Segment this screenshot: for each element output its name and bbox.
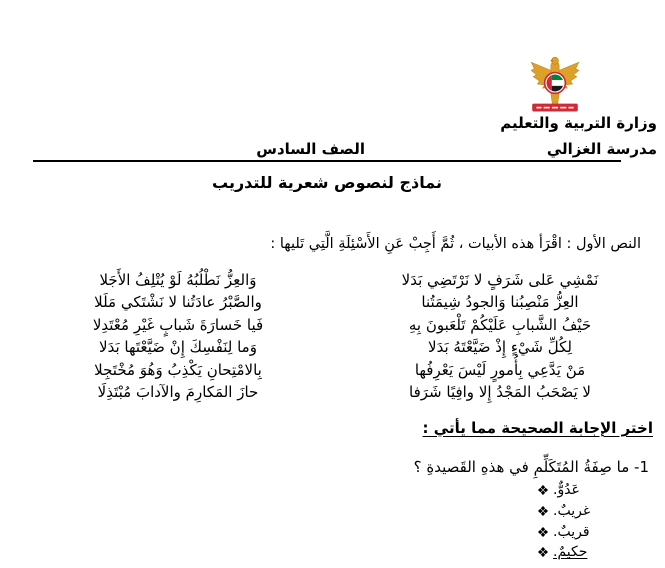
answer-option-3 [538, 521, 590, 542]
poem-line: حازَ المَكارِمَ والآدابَ مُبْتَذِلَا [97, 383, 259, 402]
questions-heading: اختر الإجابة الصحيحة مما يأتي : [422, 419, 653, 437]
answer-option-2 [538, 501, 590, 522]
question-1: 1- ما صِفَةُ المُتَكَلِّمِ في هذهِ القَصيدةِ ؟ [413, 458, 649, 476]
poem-line: والصَّبْرُ عادَتُنا لا نَشْتَكي مَلَلا [94, 293, 262, 312]
poem-line: نَمْشِي عَلى شَرَفٍ لا نَرْتَضِي بَدَلا [401, 271, 599, 289]
answer-option-1 [538, 480, 590, 501]
poem-line: وَالعِزُّ نَطْلُبُهُ لَوْ يُتْلِفُ الأَجَلا [99, 271, 257, 289]
diamond-bullet-icon [538, 547, 548, 557]
text1-instruction: النص الأول : اقْرَأ هذه الأبيات ، ثُمَّ أَجِبْ عَنِ الأَسْئِلَةِ الَّتِي تَليها : [270, 236, 641, 252]
ministry-name: وزارة التربية والتعليم [500, 114, 657, 132]
answer-option-label: حكيمٌ. [553, 544, 588, 561]
diamond-bullet-icon [538, 527, 548, 537]
header-divider [33, 160, 621, 162]
diamond-bullet-icon [538, 485, 548, 495]
poem-line: حَيْفُ الشَّبابِ عَلَيْكُمْ تَلْعَبونَ بِهِ [408, 315, 592, 334]
poem-line: مَنْ يَدَّعِي بِأُمورٍ لَيْسَ يَعْرِفُها [414, 360, 586, 379]
school-name: مدرسة الغزالي [546, 140, 657, 158]
uae-falcon-icon [529, 55, 581, 113]
answer-option-label: قريبٌ. [553, 523, 590, 540]
poem-second-hemistich-column [22, 269, 334, 403]
page-title-row [33, 173, 621, 192]
page-title: نماذج لنصوص شعرية للتدريب [212, 173, 442, 192]
poem-line: فَيا خَسارَةَ شَبابٍ غَيْرِ مُعْتَدِلا [92, 315, 264, 334]
poem-line: بِالامْتِحانِ يَكْذِبُ وَهُوَ مُخْتَجِلا [94, 360, 262, 379]
diamond-bullet-icon [538, 506, 548, 516]
poem-first-hemistich-column [338, 269, 662, 403]
answer-option-label: غريبٌ. [553, 503, 591, 520]
grade-label: الصف السادس [256, 140, 365, 158]
uae-emblem [529, 55, 581, 113]
answer-option-label: عَدُوٌّ. [553, 482, 580, 499]
answer-options-list [538, 480, 590, 563]
answer-option-4 [538, 542, 590, 563]
poem-line: لا يَصْحَبُ المَجْدُ إِلا وافِيًا شَرَفا [409, 383, 591, 402]
poem-line: وَما لِنَفْسِكَ إِنْ ضَيَّعْتَها بَدَلا [99, 338, 257, 357]
poem-line: العِزُّ مَنْصِبُنا وَالجودُ شِيمَتُنا [421, 293, 579, 312]
poem-line: لِكُلِّ شَيْءٍ إِذْ ضَيَّعْتَهُ بَدَلا [428, 338, 572, 357]
